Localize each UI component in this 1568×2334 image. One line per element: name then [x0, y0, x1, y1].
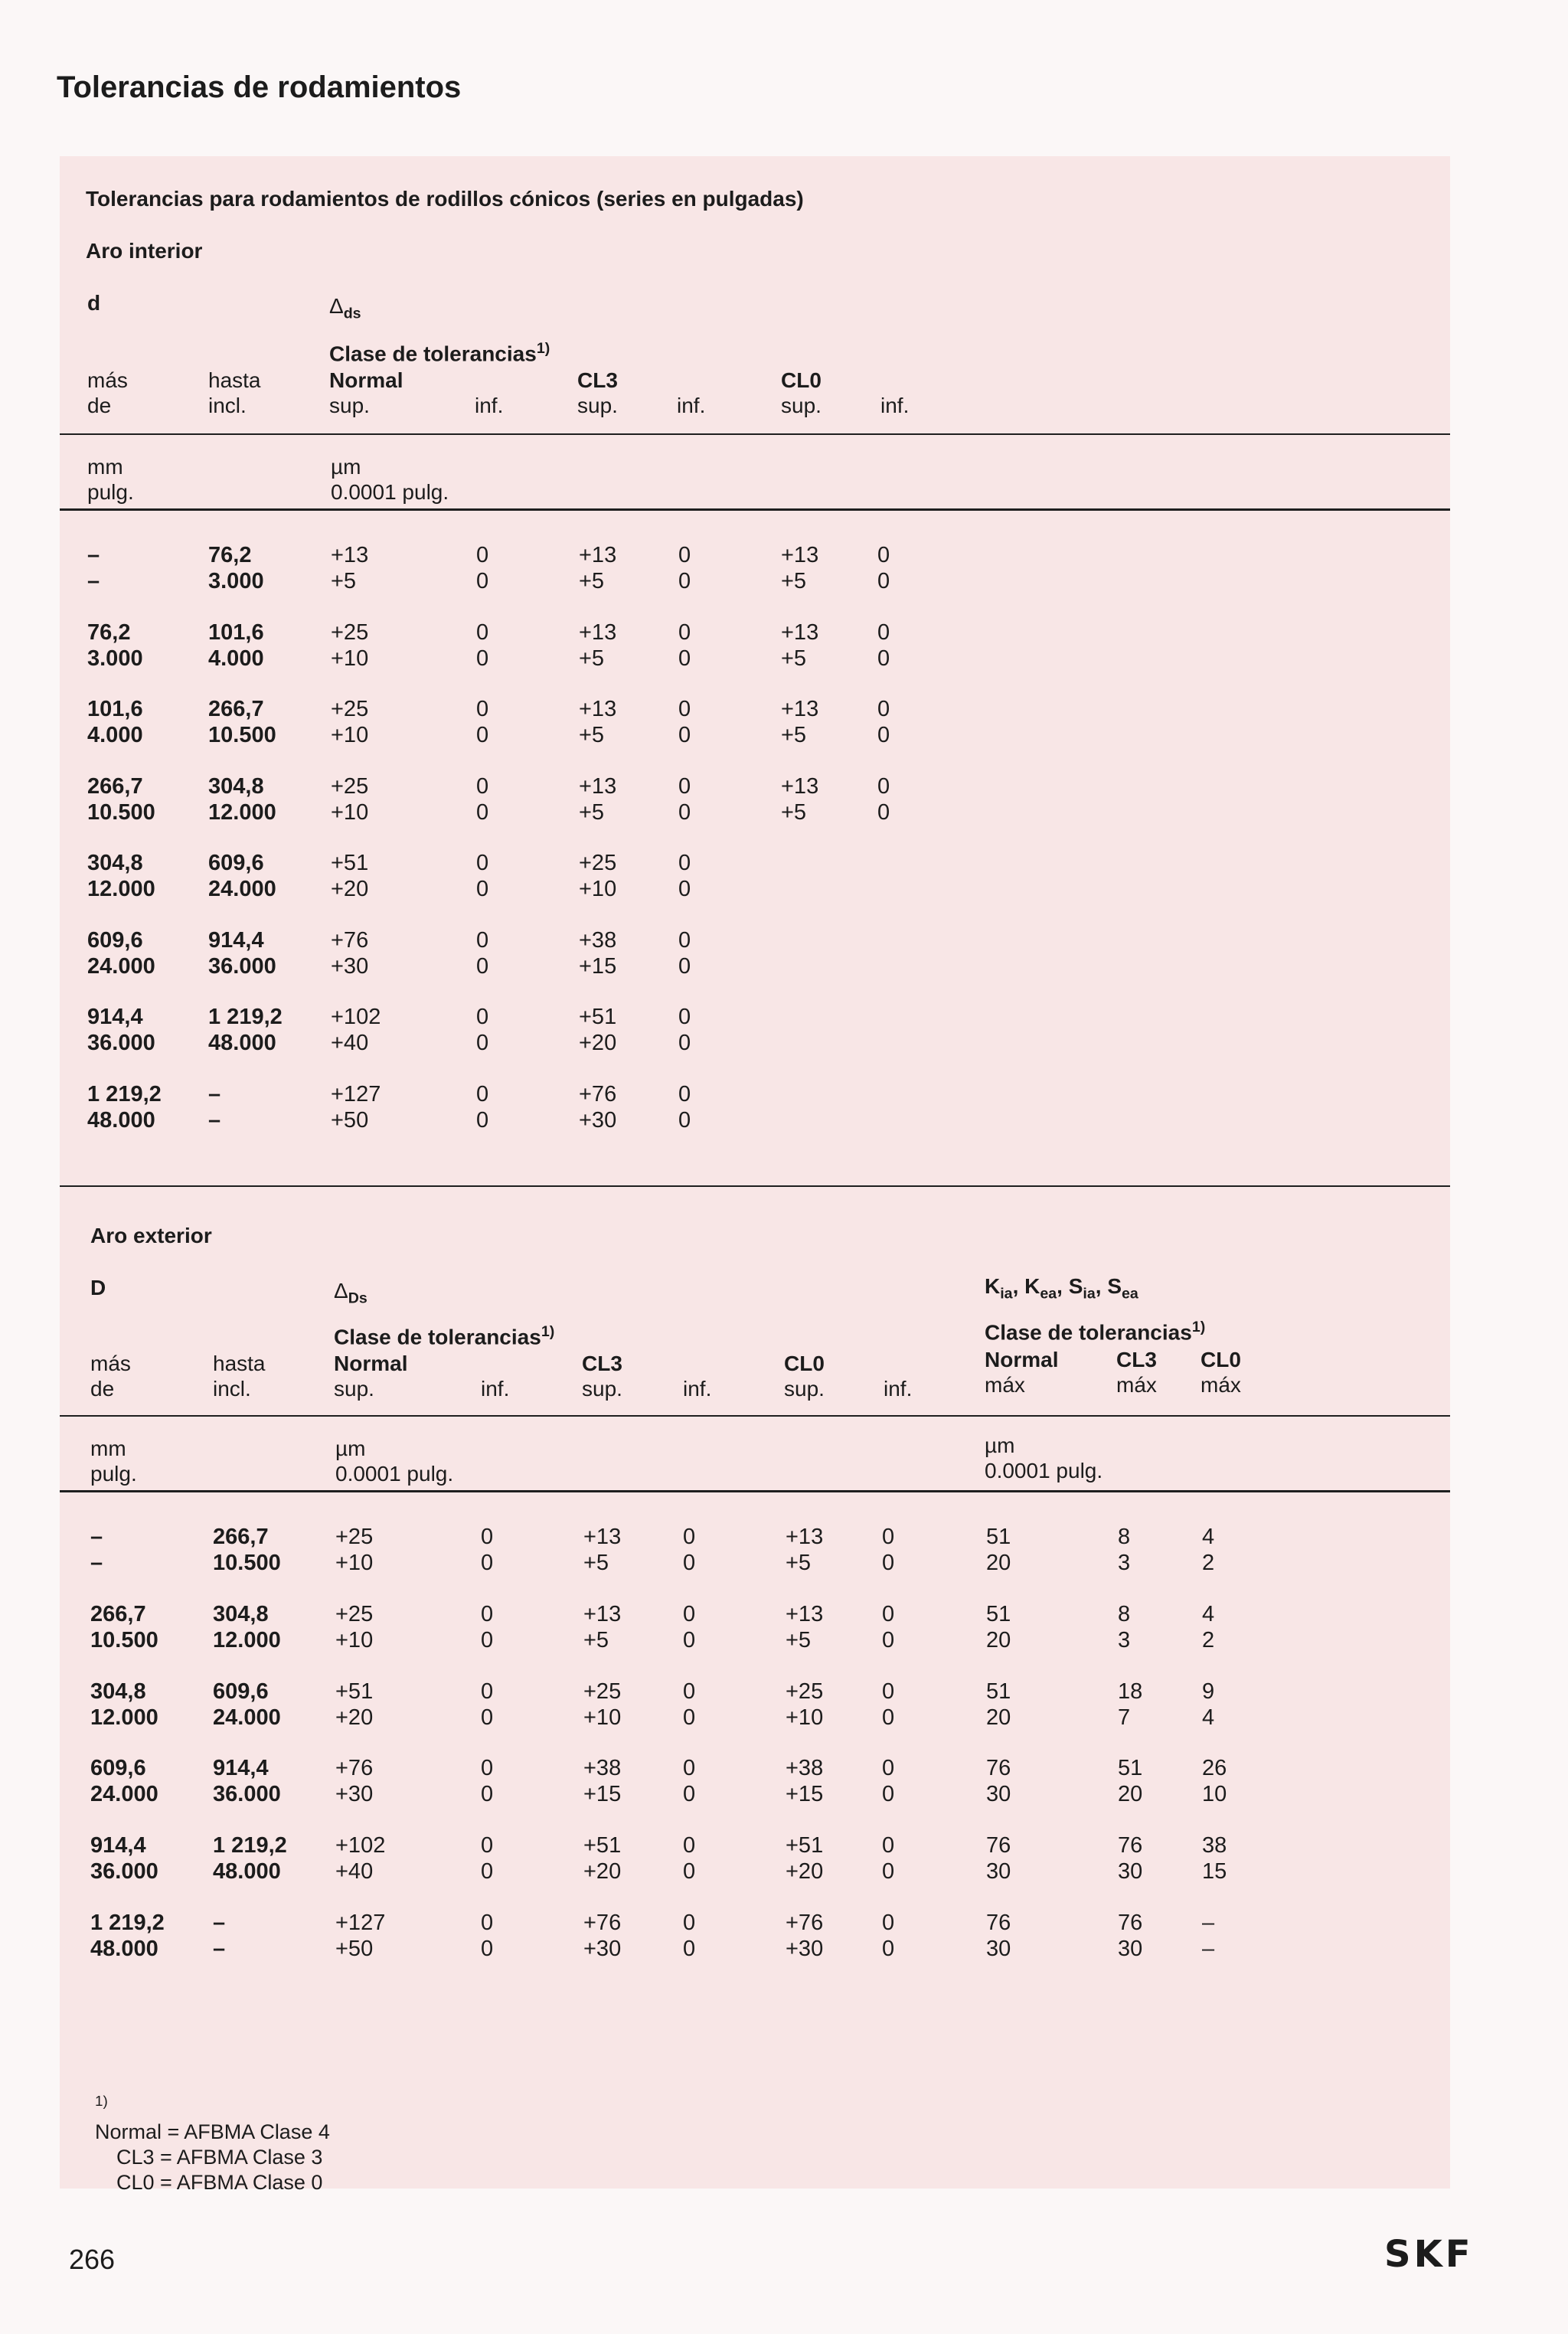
outer-cell-c0-sup: +13 +5 [786, 1525, 824, 1575]
inner-unit-mm: mm [87, 455, 123, 479]
outer-cell-c0-sup: +51 +20 [786, 1833, 824, 1885]
inner-cell-n-sup: +51 +20 [331, 851, 369, 901]
inner-unit-0001: 0.0001 pulg. [331, 480, 449, 504]
inner-cell-n-inf: 0 0 [476, 851, 489, 901]
outer-cell-k-c3: 76 30 [1118, 1911, 1143, 1961]
outer-cell-n-sup: +25 +10 [335, 1601, 374, 1652]
section-divider-rule [60, 1185, 1450, 1187]
inner-cell-n-inf: 0 0 [476, 543, 489, 593]
outer-col-incl: incl. [213, 1377, 251, 1401]
outer-runout-unit-0001: 0.0001 pulg. [985, 1459, 1103, 1482]
inner-cell-c3-inf: 0 0 [678, 619, 691, 671]
outer-cell-c3-sup: +76 +30 [583, 1911, 622, 1961]
outer-cell-k-c0: 38 15 [1202, 1833, 1227, 1885]
outer-unit-um: µm [335, 1437, 366, 1460]
outer-cell-c0-inf: 0 0 [882, 1679, 895, 1730]
footnote-line-2: CL3 = AFBMA Clase 3 [116, 2146, 323, 2169]
outer-cell-k-n: 51 20 [986, 1601, 1011, 1652]
inner-cell-c3-sup: +13 +5 [579, 697, 617, 747]
footnote-line-1: $^{1)}$ Normal = AFBMA Clase 4 [95, 2094, 330, 2143]
inner-cell-hasta: 304,8 12.000 [208, 773, 276, 825]
inner-cell-c3-inf: 0 0 [678, 543, 691, 593]
page-number: 266 [69, 2244, 116, 2275]
outer-cell-k-c3: 8 3 [1118, 1601, 1131, 1652]
outer-cell-mas: 1 219,2 48.000 [90, 1911, 165, 1961]
outer-cell-n-inf: 0 0 [481, 1601, 494, 1652]
outer-cell-k-c0: 9 4 [1202, 1679, 1215, 1730]
outer-runout-tolerance-class-label: Clase de tolerancias$^{1)}$ [985, 1319, 1206, 1345]
outer-cell-c0-inf: 0 0 [882, 1601, 895, 1652]
inner-cell-n-inf: 0 0 [476, 773, 489, 825]
inner-cell-c0-sup: +13 +5 [781, 619, 819, 671]
outer-cell-n-inf: 0 0 [481, 1525, 494, 1575]
inner-cell-n-sup: +102 +40 [331, 1005, 381, 1055]
table-title: Tolerancias para rodamientos de rodillos cónicos (series en pulgadas) [86, 187, 804, 211]
inner-cell-c0-sup: +13 +5 [781, 773, 819, 825]
outer-cell-n-sup: +127 +50 [335, 1911, 386, 1961]
inner-cell-mas: 304,8 12.000 [87, 851, 155, 901]
outer-cell-k-c3: 18 7 [1118, 1679, 1143, 1730]
outer-cell-hasta: – – [213, 1911, 226, 1961]
inner-col-cl0: CL0 [781, 368, 822, 392]
outer-section-title: Aro exterior [90, 1224, 212, 1247]
outer-cell-hasta: 266,7 10.500 [213, 1525, 281, 1575]
inner-cell-n-inf: 0 0 [476, 1005, 489, 1055]
outer-col-normal: Normal [334, 1352, 408, 1375]
outer-cell-k-c0: – – [1202, 1911, 1215, 1961]
inner-cell-c3-sup: +13 +5 [579, 619, 617, 671]
outer-col-hasta: hasta [213, 1352, 266, 1375]
inner-cell-c0-inf: 0 0 [877, 543, 890, 593]
outer-cell-n-inf: 0 0 [481, 1911, 494, 1961]
outer-col-normal-inf: inf. [481, 1377, 510, 1401]
footnote [95, 2089, 330, 2195]
outer-cell-hasta: 304,8 12.000 [213, 1601, 281, 1652]
outer-cell-k-n: 51 20 [986, 1679, 1011, 1730]
inner-col-normal-sup: sup. [329, 394, 370, 417]
inner-cell-c3-inf: 0 0 [678, 1081, 691, 1133]
outer-cell-c0-inf: 0 0 [882, 1756, 895, 1807]
inner-col-incl: incl. [208, 394, 247, 417]
inner-cell-c3-sup: +13 +5 [579, 543, 617, 593]
outer-unit-mm: mm [90, 1437, 126, 1460]
outer-runout-unit-um: µm [985, 1433, 1015, 1457]
outer-cell-k-n: 76 30 [986, 1833, 1011, 1885]
inner-cell-mas: 1 219,2 48.000 [87, 1081, 162, 1133]
outer-cell-c3-sup: +25 +10 [583, 1679, 622, 1730]
inner-cell-c3-sup: +51 +20 [579, 1005, 617, 1055]
inner-cell-n-inf: 0 0 [476, 1081, 489, 1133]
outer-runout-col-normal: Normal [985, 1348, 1059, 1371]
outer-runout-col-cl3-max: máx [1116, 1373, 1157, 1397]
inner-col-normal-inf: inf. [475, 394, 504, 417]
outer-col-de: de [90, 1377, 115, 1401]
inner-delta-symbol: $\Delta_{ds}$ [329, 294, 361, 322]
inner-col-cl0-inf: inf. [880, 394, 910, 417]
outer-cell-c0-sup: +25 +10 [786, 1679, 824, 1730]
outer-col-cl0: CL0 [784, 1352, 825, 1375]
outer-cell-c3-sup: +13 +5 [583, 1601, 622, 1652]
outer-cell-mas: 609,6 24.000 [90, 1756, 158, 1807]
inner-cell-n-sup: +25 +10 [331, 619, 369, 671]
inner-col-normal: Normal [329, 368, 403, 392]
outer-cell-hasta: 1 219,2 48.000 [213, 1833, 287, 1885]
outer-cell-n-inf: 0 0 [481, 1756, 494, 1807]
outer-col-mas: más [90, 1352, 131, 1375]
inner-header-rule [60, 433, 1450, 435]
outer-cell-c0-sup: +38 +15 [786, 1756, 824, 1807]
inner-cell-mas: 266,7 10.500 [87, 773, 155, 825]
inner-cell-n-inf: 0 0 [476, 619, 489, 671]
outer-cell-k-c0: 4 2 [1202, 1525, 1215, 1575]
outer-cell-c0-sup: +13 +5 [786, 1601, 824, 1652]
inner-cell-c3-sup: +76 +30 [579, 1081, 617, 1133]
inner-cell-mas: 76,2 3.000 [87, 619, 143, 671]
inner-col-cl3-sup: sup. [577, 394, 618, 417]
outer-col-cl0-inf: inf. [884, 1377, 913, 1401]
inner-cell-hasta: – – [208, 1081, 221, 1133]
outer-cell-c3-sup: +13 +5 [583, 1525, 622, 1575]
inner-cell-c0-sup: +13 +5 [781, 697, 819, 747]
inner-cell-hasta: 76,2 3.000 [208, 543, 264, 593]
outer-cell-n-sup: +25 +10 [335, 1525, 374, 1575]
outer-cell-mas: 266,7 10.500 [90, 1601, 158, 1652]
outer-cell-c3-inf: 0 0 [683, 1756, 696, 1807]
inner-cell-hasta: 1 219,2 48.000 [208, 1005, 283, 1055]
footnote-line-3: CL0 = AFBMA Clase 0 [116, 2171, 323, 2194]
inner-cell-mas: 101,6 4.000 [87, 697, 143, 747]
inner-unit-um: µm [331, 455, 361, 479]
outer-cell-n-inf: 0 0 [481, 1833, 494, 1885]
outer-cell-k-c3: 76 30 [1118, 1833, 1143, 1885]
inner-cell-hasta: 266,7 10.500 [208, 697, 276, 747]
outer-cell-c3-sup: +38 +15 [583, 1756, 622, 1807]
inner-col-hasta: hasta [208, 368, 261, 392]
outer-cell-c3-inf: 0 0 [683, 1679, 696, 1730]
outer-tolerance-class-label: Clase de tolerancias$^{1)}$ [334, 1323, 555, 1349]
inner-cell-mas: – – [87, 543, 100, 593]
outer-cell-k-n: 76 30 [986, 1756, 1011, 1807]
inner-cell-hasta: 914,4 36.000 [208, 927, 276, 979]
inner-section-title: Aro interior [86, 239, 203, 263]
outer-col-cl0-sup: sup. [784, 1377, 825, 1401]
inner-cell-n-sup: +13 +5 [331, 543, 369, 593]
outer-cell-mas: – – [90, 1525, 103, 1575]
outer-cell-c3-inf: 0 0 [683, 1911, 696, 1961]
outer-cell-c3-inf: 0 0 [683, 1833, 696, 1885]
inner-cell-c3-inf: 0 0 [678, 927, 691, 979]
outer-runout-col-cl0-max: máx [1200, 1373, 1241, 1397]
inner-cell-n-inf: 0 0 [476, 927, 489, 979]
outer-unit-pulg: pulg. [90, 1462, 137, 1486]
inner-cell-n-inf: 0 0 [476, 697, 489, 747]
inner-cell-c3-inf: 0 0 [678, 1005, 691, 1055]
outer-cell-c3-inf: 0 0 [683, 1525, 696, 1575]
inner-cell-c3-sup: +25 +10 [579, 851, 617, 901]
outer-cell-k-n: 51 20 [986, 1525, 1011, 1575]
outer-cell-n-sup: +102 +40 [335, 1833, 386, 1885]
outer-cell-mas: 304,8 12.000 [90, 1679, 158, 1730]
inner-units-rule [60, 508, 1450, 511]
outer-cell-n-inf: 0 0 [481, 1679, 494, 1730]
inner-cell-c3-inf: 0 0 [678, 851, 691, 901]
inner-cell-n-sup: +127 +50 [331, 1081, 381, 1133]
inner-cell-c0-sup: +13 +5 [781, 543, 819, 593]
outer-runout-symbols: $K_{ia}$, $K_{ea}$, $S_{ia}$, $S_{ea}$ [985, 1274, 1138, 1303]
outer-unit-0001: 0.0001 pulg. [335, 1462, 454, 1486]
inner-col-mas: más [87, 368, 128, 392]
inner-col-de: de [87, 394, 112, 417]
inner-cell-mas: 914,4 36.000 [87, 1005, 155, 1055]
inner-col-cl0-sup: sup. [781, 394, 822, 417]
page-title: Tolerancias de rodamientos [57, 70, 462, 104]
outer-cell-k-c0: 26 10 [1202, 1756, 1227, 1807]
inner-cell-c0-inf: 0 0 [877, 773, 890, 825]
outer-cell-c0-inf: 0 0 [882, 1833, 895, 1885]
inner-col-cl3: CL3 [577, 368, 618, 392]
outer-cell-n-sup: +51 +20 [335, 1679, 374, 1730]
inner-cell-n-sup: +25 +10 [331, 773, 369, 825]
outer-cell-n-sup: +76 +30 [335, 1756, 374, 1807]
outer-col-cl3-sup: sup. [582, 1377, 622, 1401]
outer-cell-k-n: 76 30 [986, 1911, 1011, 1961]
outer-cell-c0-sup: +76 +30 [786, 1911, 824, 1961]
inner-cell-hasta: 101,6 4.000 [208, 619, 264, 671]
inner-cell-c3-inf: 0 0 [678, 697, 691, 747]
outer-cell-k-c0: 4 2 [1202, 1601, 1215, 1652]
outer-cell-k-c3: 51 20 [1118, 1756, 1143, 1807]
inner-cell-c3-sup: +13 +5 [579, 773, 617, 825]
outer-delta-symbol: $\Delta_{Ds}$ [334, 1279, 368, 1307]
outer-cell-c0-inf: 0 0 [882, 1525, 895, 1575]
inner-cell-c0-inf: 0 0 [877, 619, 890, 671]
inner-cell-mas: 609,6 24.000 [87, 927, 155, 979]
inner-cell-n-sup: +76 +30 [331, 927, 369, 979]
inner-unit-pulg: pulg. [87, 480, 134, 504]
outer-cell-mas: 914,4 36.000 [90, 1833, 158, 1885]
outer-cell-c3-inf: 0 0 [683, 1601, 696, 1652]
outer-dim-label: D [90, 1276, 106, 1299]
outer-units-rule [60, 1490, 1450, 1492]
inner-cell-c3-inf: 0 0 [678, 773, 691, 825]
outer-runout-col-normal-max: máx [985, 1373, 1025, 1397]
inner-cell-hasta: 609,6 24.000 [208, 851, 276, 901]
skf-logo: SKF [1384, 2233, 1474, 2276]
outer-col-normal-sup: sup. [334, 1377, 374, 1401]
outer-cell-k-c3: 8 3 [1118, 1525, 1131, 1575]
outer-cell-hasta: 609,6 24.000 [213, 1679, 281, 1730]
outer-cell-hasta: 914,4 36.000 [213, 1756, 281, 1807]
inner-cell-n-sup: +25 +10 [331, 697, 369, 747]
outer-cell-c0-inf: 0 0 [882, 1911, 895, 1961]
outer-cell-c3-sup: +51 +20 [583, 1833, 622, 1885]
inner-cell-c3-sup: +38 +15 [579, 927, 617, 979]
inner-col-cl3-inf: inf. [677, 394, 706, 417]
outer-runout-col-cl0: CL0 [1200, 1348, 1241, 1371]
outer-col-cl3-inf: inf. [683, 1377, 712, 1401]
outer-col-cl3: CL3 [582, 1352, 622, 1375]
inner-tolerance-class-label: Clase de tolerancias$^{1)}$ [329, 340, 550, 366]
outer-runout-col-cl3: CL3 [1116, 1348, 1157, 1371]
inner-cell-c0-inf: 0 0 [877, 697, 890, 747]
outer-header-rule [60, 1415, 1450, 1417]
inner-dim-label: d [87, 291, 101, 315]
